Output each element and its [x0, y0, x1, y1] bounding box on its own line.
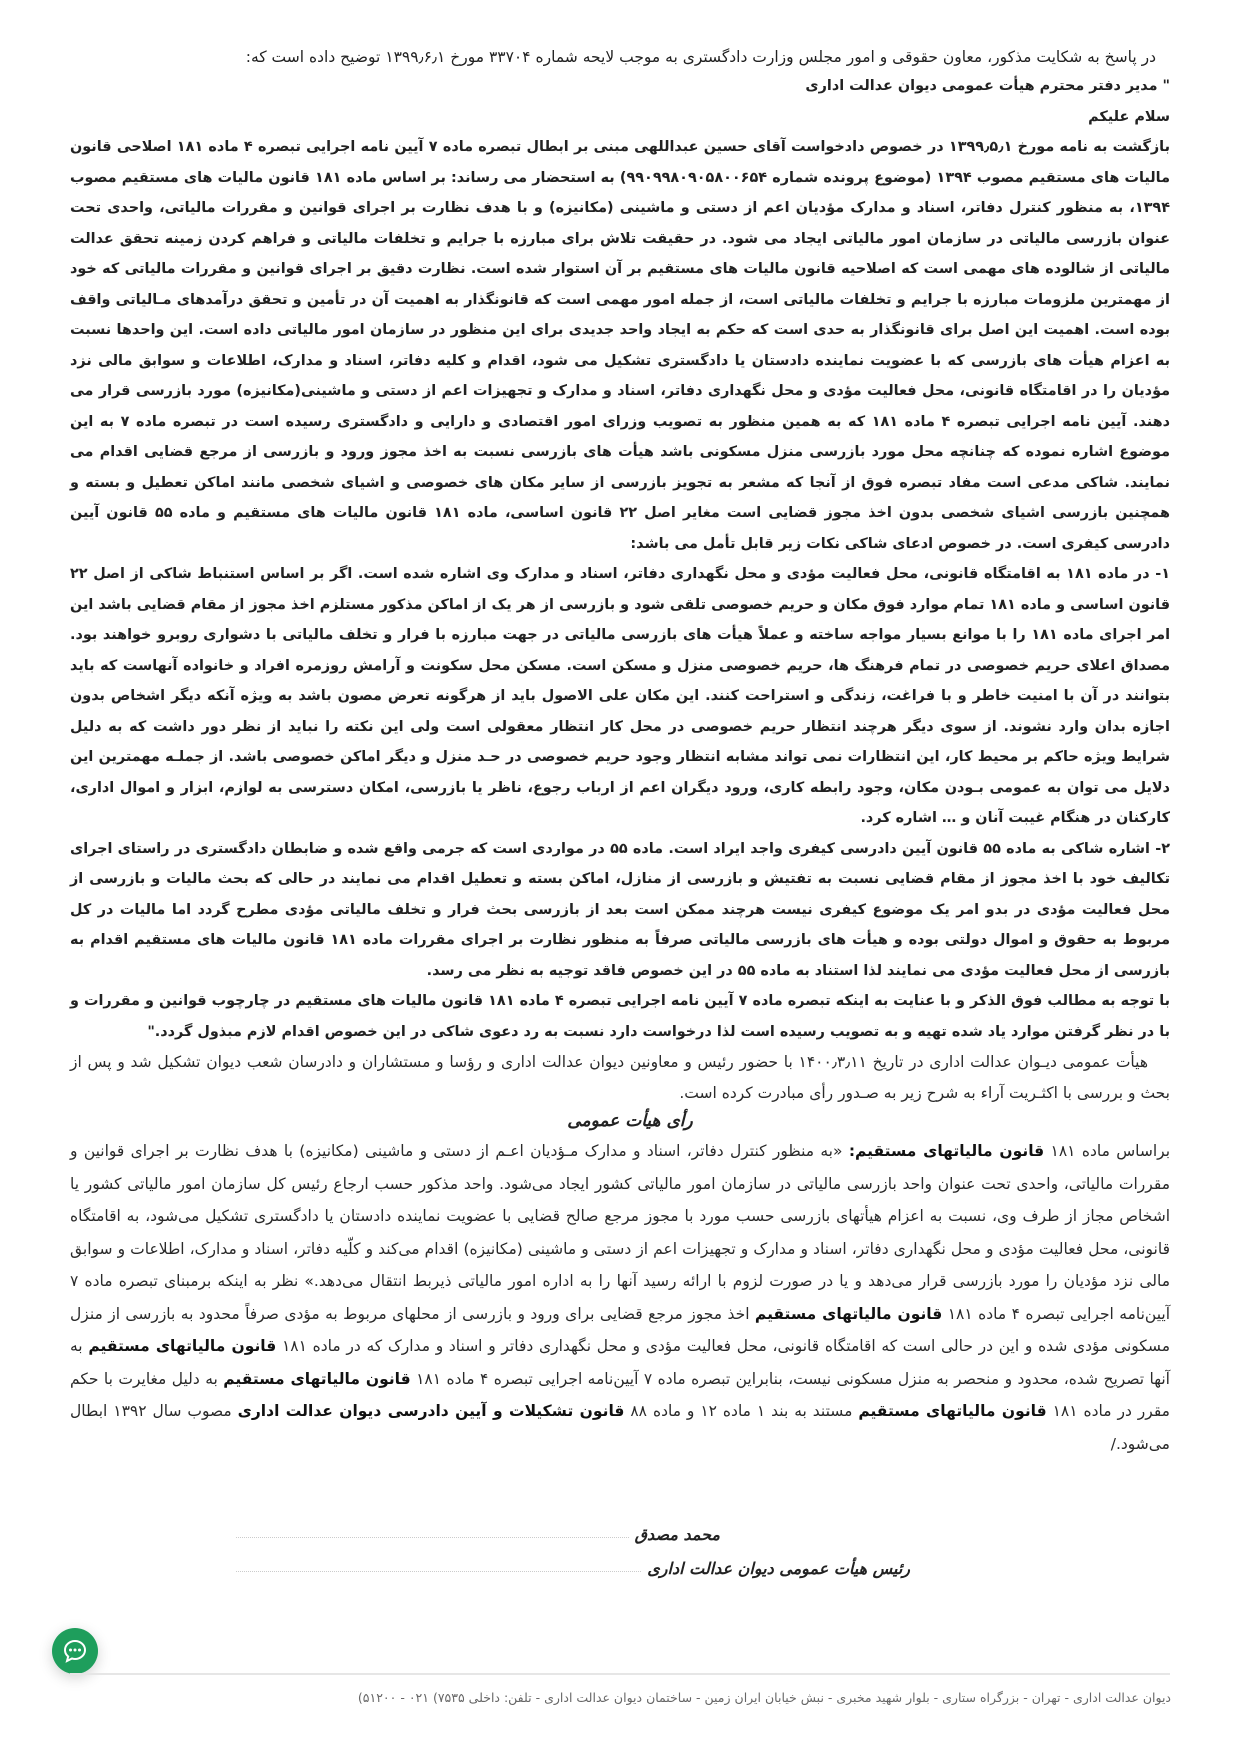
- ruling-heading: رأی هیأت عمومی: [567, 1111, 693, 1131]
- signature-block: [230, 1510, 910, 1578]
- letter-addressee: " مدیر دفتر محترم هیأت عمومی دیوان عدالت اداری: [805, 78, 1170, 94]
- ruling-law-name: قانون مالیاتهای مستقیم:: [848, 1142, 1045, 1160]
- signatory-title: رئیس هیأت عمومی دیوان عدالت اداری: [647, 1559, 910, 1578]
- ruling-law-name: قانون مالیاتهای مستقیم: [754, 1304, 943, 1323]
- ruling-law-name: قانون مالیاتهای مستقیم: [858, 1402, 1047, 1420]
- chat-button[interactable]: [52, 1628, 98, 1674]
- signature-dotted-line: [236, 1571, 641, 1572]
- ruling-text: مصوب سال ۱۳۹۲ ابطال می‌شود./: [70, 1402, 1170, 1453]
- footer-address: دیوان عدالت اداری - تهران - بزرگراه ستاری - بلوار شهید مخبری - نبش خیابان ایران زمین - ساختمان دیوان عدالت اداری - تلفن: داخلی ۷۵۳۵) ۰۲۱ - ۵۱۲۰۰): [357, 1690, 1171, 1705]
- ministry-letter: [70, 71, 1170, 1047]
- ruling-law-name: قانون تشکیلات و آیین دادرسی دیوان عدالت اداری: [237, 1402, 625, 1420]
- ruling-law-name: قانون مالیاتهای مستقیم: [88, 1337, 277, 1355]
- letter-point-2: ۲- اشاره شاکی به ماده ۵۵ قانون آیین دادرسی کیفری واجد ایراد است. ماده ۵۵ در مواردی است که جرمی واقع شده و ضابطان دادگستری در راستای اجرای تکالیف خود با اخذ مجوز از مقام قضایی نسبت به تفتیش و بازرسی از منازل، اماکن بسته و تعطیل اقدام می نمایند در حالی که بحث مالیات و بازرسی از محل فعالیت مؤدی در بدو امر یک موضوع کیفری نیست هرچند ممکن است بعد از بازرسی بحث فرار و تخلف مالیاتی مؤدی مطرح گردد اما مالیات در کل مربوط به حقوق و اموال دولتی بوده و هیأت های بازرسی مالیاتی صرفاً به منظور نظارت بر اجرای مقررات ماده ۱۸۱ قانون مالیات های مستقیم اقدام به بازرسی از محل فعالیت مؤدی می نمایند لذا استناد به ماده ۵۵ در این خصوص فاقد توجیه به نظر می رسد.: [70, 840, 1171, 979]
- letter-point-1: ۱- در ماده ۱۸۱ به اقامتگاه قانونی، محل فعالیت مؤدی و محل نگهداری دفاتر، اسناد و مدارک وی اشاره شده است. اگر بر اساس استنباط شاکی از اصل ۲۲ قانون اساسی و ماده ۱۸۱ تمام موارد فوق مکان و حریم خصوصی تلقی شود و بازرسی از هر یک از اماکن مذکور مستلزم اخذ مجوز از مقام قضایی باشد این امر اجرای ماده ۱۸۱ را با موانع بسیار مواجه ساخته و عملاً هیأت های بازرسی مالیاتی در جهت مبارزه با فرار و تخلف مالیاتی با دشواری روبرو خواهند بود. مصداق اعلای حریم خصوصی در تمام فرهنگ ها، حریم خصوصی منزل و مسکن است. مسکن محل سکونت و آرامش روزمره افراد و خانواده آنهاست که باید بتوانند در آن با امنیت خاطر و با فراغت، زندگی و استراحت کنند. این مکان علی الاصول باید از هرگونه تعرض مصون باشد به ویژه آنکه دیگر اشخاص بدون اجازه بدان وارد نشوند. از سوی دیگر هرچند انتظار حریم خصوصی در محل کار انتظار معقولی است ولی این نکته را نباید از نظر دور داشت که به دلیل شرایط ویژه حاکم بر محیط کار، این انتظارات نمی تواند مشابه انتظار وجود حریم خصوصی در حـد منزل و دیگر اماکن خصوصی باشد. از جملـه مهمترین این دلایل می توان به عمومی بـودن مکان، وجود رابطه کاری، ورود دیگران اعم از ارباب رجوع، ناظر یا بازرسی، امکان دسترسی به لوازم، ابزار و اموال اداری، کارکنان در هنگام غیبت آنان و … اشاره کرد.: [70, 566, 1171, 826]
- signature-dotted-line: [236, 1537, 629, 1538]
- intro-paragraph: در پاسخ به شکایت مذکور، معاون حقوقی و امور مجلس وزارت دادگستری به موجب لایحه شماره ۳۳۷۰۴ مورخ ۱۳۹۹٫۶٫۱ توضیح داده است که:: [245, 48, 1156, 66]
- ruling-law-name: قانون مالیاتهای مستقیم: [223, 1369, 411, 1388]
- ruling-text: «به منظور کنترل دفاتر، اسناد و مدارک مـؤدیان اعـم از دستی و ماشینی (مکانیزه) با هدف نظارت بر اجرای قوانین و مقررات مالیاتی، واحدی تحت عنوان واحد بازرسی مالیاتی در سازمان امور مالیاتی کشور ایجاد می‌شود. واحد مذکور حسب ارجاع رئیس کل سازمان امور مالیاتی کشور یا اشخاص مجاز از طرف وی، نسبت به اعزام هیأتهای بازرسی حسب مورد با مجوز مرجع صالح قضایی با عضویت نماینده دادستان یا دادگستری تشکیل می‌شود، به اقامتگاه قانونی، محل فعالیت مؤدی و محل نگهداری دفاتر، اسناد و مدارک و تجهیزات اعم از دستی و ماشینی (مکانیزه) اقدام می‌کند و کلّیه دفاتر، اسناد و مدارک، اطلاعات و سوابق مالی نزد مؤدیان را مورد بازرسی قرار می‌دهد و یا در صورت لزوم با ارائه رسید آنها را به اداره امور مالیاتی ذیربط انتقال می‌دهد.» نظر به اینکه برمبنای تبصره ماده ۷ آیین‌نامه اجرایی تبصره ۴ ماده ۱۸۱: [70, 1142, 1171, 1323]
- letter-conclusion: با توجه به مطالب فوق الذکر و با عنایت به اینکه تبصره ماده ۷ آیین نامه اجرایی تبصره ۴ ماده ۱۸۱ قانون مالیات های مستقیم در چارچوب قوانین و مقررات و با در نظر گرفتن موارد یاد شده تهیه و به تصویب رسیده است لذا درخواست دارد نسبت به رد دعوی شاکی در این خصوص اقدام لازم مبذول گردد.": [70, 993, 1171, 1040]
- footer-divider: [70, 1673, 1170, 1675]
- signatory-name: محمد مصدق: [634, 1525, 720, 1544]
- ruling-text: اخذ مجوز مرجع قضایی برای ورود و بازرسی از محلهای مربوط به مؤدی صرفاً محدود به بازرسی از منزل مسکونی مؤدی شده و این در حالی است که اقامتگاه قانونی، محل فعالیت مؤدی و محل نگهداری دفاتر و اسناد و مدارک که در ماده ۱۸۱: [70, 1304, 1170, 1355]
- letter-body: بازگشت به نامه مورخ ۱۳۹۹٫۵٫۱ در خصوص دادخواست آقای حسین عبداللهی مبنی بر ابطال تبصره ماده ۷ آیین نامه اجرایی تبصره ۴ ماده ۱۸۱ اصلاحی قانون مالیات های مستقیم مصوب ۱۳۹۴ (موضوع پرونده شماره ۹۹۰۹۹۸۰۹۰۵۸۰۰۶۵۴) به استحضار می رساند: بر اساس ماده ۱۸۱ قانون مالیات های مستقیم مصوب ۱۳۹۴، به منظور کنترل دفاتر، اسناد و مدارک مؤدیان اعم از دستی و ماشینی (مکانیزه) و با هدف نظارت بر اجرای قوانین و مقررات مالیاتی، واحدی تحت عنوان بازرسی مالیاتی در سازمان امور مالیاتی ایجاد می شود. در حقیقت تلاش برای مبارزه با جرایم و تخلفات مالیاتی و فراهم کردن زمینه تحقق عدالت مالیاتی از شالوده های مهمی است که اصلاحیه قانون مالیات های مستقیم بر آن استوار شده است. نظارت دقیق بر اجرای قوانین و مقررات مالیاتی که خود از مهمترین ملزومات مبارزه با جرایم و تخلفات مالیاتی است، از جمله امور مهمی است که قانونگذار به اهمیت آن در تأمین و تحقق درآمدهای مـالیاتی واقف بوده است. اهمیت این اصل برای قانونگذار به حدی است که حکم به ایجاد واحد جدیدی برای این منظور در سازمان امور مالیاتی داده است. این واحدها نسبت به اعزام هیأت های بازرسی که با عضویت نماینده دادستان یا دادگستری تشکیل می شود، اقدام و کلیه دفاتر، اسناد و مدارک، اطلاعات و سوابق مالی نزد مؤدیان را در اقامتگاه قانونی، محل فعالیت مؤدی و محل نگهداری دفاتر، اسناد و مدارک و تجهیزات اعم از دستی و ماشینی(مکانیزه) مورد بازرسی قرار می دهند. آیین نامه اجرایی تبصره ۴ ماده ۱۸۱ که به همین منظور به تصویب وزرای امور اقتصادی و دارایی و دادگستری رسیده است در تبصره ماده ۷ به این موضوع اشاره نموده که چنانچه محل مورد بازرسی منزل مسکونی باشد هیأت های بازرسی نسبت به اخذ مجوز ورود و بازرسی از مرجع قضایی اقدام می نمایند. شاکی مدعی است مفاد تبصره فوق از آنجا که مشعر به تجویز بازرسی از سایر مکان های خصوصی و اشیای شخصی مانند اماکن تعطیل و بسته و همچنین بازرسی اشیای شخصی بدون اخذ مجوز قضایی است مغایر اصل ۲۲ قانون اساسی، ماده ۱۸۱ قانون مالیات های مستقیم و ماده ۵۵ قانون آیین دادرسی کیفری است. در خصوص ادعای شاکی نکات زیر قابل تأمل می باشد:: [70, 139, 1171, 552]
- ruling-text: براساس ماده ۱۸۱: [1044, 1142, 1171, 1160]
- ruling-text: به آنها تصریح شده، محدود و منحصر به منزل مسکونی نیست، بنابراین تبصره ماده ۷ آیین‌نامه اجرایی تبصره ۴ ماده ۱۸۱: [70, 1337, 1170, 1388]
- letter-greeting: سلام علیکم: [1088, 108, 1170, 125]
- ruling-text: مستند به بند ۱ ماده ۱۲ و ماده ۸۸: [624, 1402, 859, 1420]
- ruling-paragraph: [70, 1135, 1170, 1460]
- session-paragraph: هیأت عمومی دیـوان عدالت اداری در تاریخ ۱۴۰۰٫۳٫۱۱ با حضور رئیس و معاونین دیوان عدالت اداری و رؤسا و مستشاران و دادرسان شعب دیوان تشکیل شد و پس از بحث و بررسی با اکثـریت آراء به شرح زیر به صـدور رأی مبادرت کرده است.: [70, 1053, 1170, 1102]
- document-body: [70, 44, 1170, 1460]
- ruling-text: به دلیل مغایرت با حکم مقرر در ماده ۱۸۱: [70, 1369, 1170, 1420]
- chat-bubble-icon: [62, 1638, 88, 1664]
